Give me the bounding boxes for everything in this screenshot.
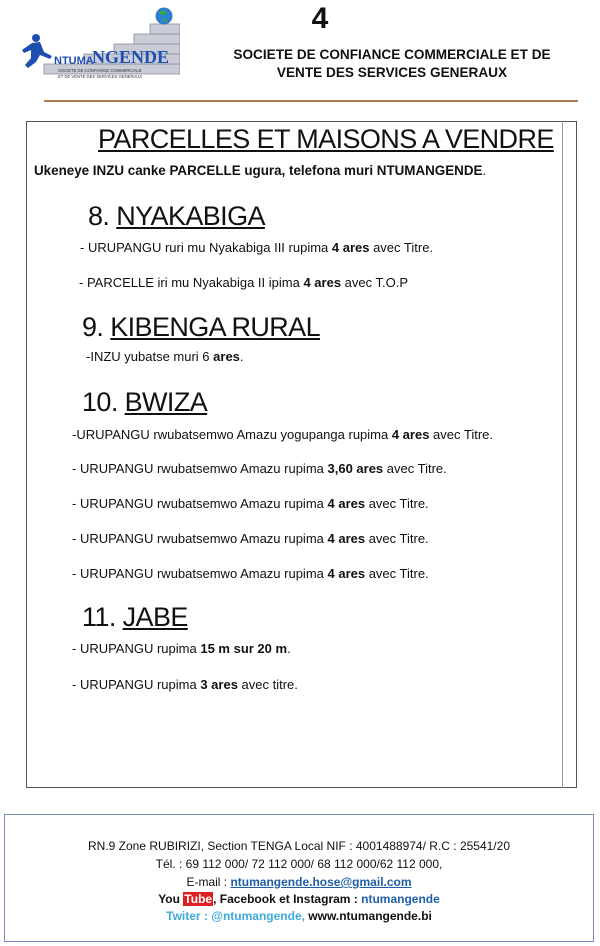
section-number: 10. — [82, 387, 118, 417]
list-item: - URUPANGU rwubatsemwo Amazu rupima 4 ares avec Titre. — [72, 496, 429, 511]
header-divider — [44, 100, 578, 102]
twitter-handle[interactable]: Twiter : @ntumangende, — [166, 909, 309, 923]
list-item: - URUPANGU rwubatsemwo Amazu rupima 4 ares avec Titre. — [72, 531, 429, 546]
section-number: 9. — [82, 312, 104, 342]
footer-social-line — [5, 892, 593, 906]
list-item: - URUPANGU ruri mu Nyakabiga III rupima 4 ares avec Titre. — [80, 240, 434, 255]
youtube-you: You — [158, 892, 184, 906]
email-link[interactable]: ntumangende.hose@gmail.com — [230, 875, 412, 889]
social-handle[interactable]: ntumangende — [361, 892, 440, 906]
page-number: 4 — [311, 2, 329, 35]
logo-runner — [22, 34, 52, 68]
logo-text-b: NGENDE — [92, 47, 170, 67]
section-name: JABE — [122, 602, 188, 632]
footer-address: RN.9 Zone RUBIRIZI, Section TENGA Local NIF : 4001488974/ R.C : 25541/20 — [88, 839, 510, 853]
company-line-2: VENTE DES SERVICES GENERAUX — [276, 65, 508, 80]
intro-text — [34, 163, 486, 178]
list-item: - URUPANGU rwubatsemwo Amazu rupima 3,60 ares avec Titre. — [72, 461, 447, 476]
footer-box — [4, 814, 594, 942]
section-number: 8. — [88, 201, 110, 231]
social-text: , Facebook et Instagram : — [213, 892, 362, 906]
list-item: - PARCELLE iri mu Nyakabiga II ipima 4 ares avec T.O.P — [79, 275, 409, 290]
company-logo — [14, 6, 180, 82]
footer-phones: Tél. : 69 112 000/ 72 112 000/ 68 112 000/62 112 000, — [155, 857, 443, 871]
list-item: - URUPANGU rupima 15 m sur 20 m. — [72, 641, 291, 656]
company-name — [200, 46, 584, 82]
list-item: -URUPANGU rwubatsemwo Amazu yogupanga rupima 4 ares avec Titre. — [72, 427, 494, 442]
footer-email-line — [5, 875, 593, 889]
logo-text-a: NTUMA — [54, 55, 94, 67]
logo-globe — [156, 8, 173, 25]
logo-sub2: ET DE VENTE DES SERVICES GENERAUX — [58, 74, 143, 79]
section-title-jabe — [82, 602, 188, 633]
company-line-1: SOCIETE DE CONFIANCE COMMERCIALE ET DE — [233, 47, 551, 62]
list-item: - URUPANGU rwubatsemwo Amazu rupima 4 ares avec Titre. — [72, 566, 429, 581]
frame-edge-line — [562, 121, 563, 788]
section-title-nyakabiga — [88, 201, 265, 232]
section-name: NYAKABIGA — [116, 201, 265, 231]
footer-twitter-line — [5, 909, 593, 923]
section-name: BWIZA — [124, 387, 208, 417]
email-label: E-mail : — [186, 875, 231, 889]
logo-sub1: SOCIETE DE CONFIANCE COMMERCIALE — [58, 68, 142, 73]
page-title: PARCELLES ET MAISONS A VENDRE — [98, 124, 554, 154]
list-item: -INZU yubatse muri 6 ares. — [86, 349, 244, 364]
section-number: 11. — [82, 602, 116, 632]
list-item: - URUPANGU rupima 3 ares avec titre. — [72, 677, 298, 692]
section-title-kibenga-rural — [82, 312, 320, 343]
youtube-tube: Tube — [184, 892, 213, 906]
section-title-bwiza — [82, 387, 207, 418]
intro-end: . — [482, 163, 487, 178]
website-link[interactable]: www.ntumangende.bi — [308, 909, 432, 923]
intro-bold: Ukeneye INZU canke PARCELLE ugura, telefona muri NTUMANGENDE — [34, 163, 483, 178]
section-name: KIBENGA RURAL — [110, 312, 321, 342]
